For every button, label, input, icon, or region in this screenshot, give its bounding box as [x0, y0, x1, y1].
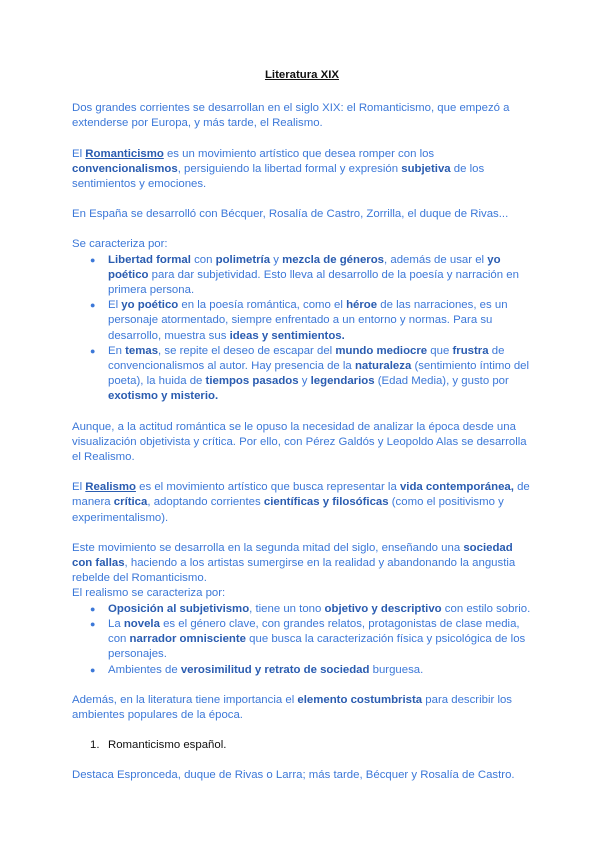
section-list	[72, 738, 532, 753]
section-heading: 1. Romanticismo español.	[108, 738, 532, 753]
list-item: ● En temas, se repite el deseo de escapar del mundo mediocre que frustra de convencionalismos al autor. Hay presencia de la naturaleza (sentimiento íntimo del poeta), la huida de tiempos pasados y legendarios (Edad Media), y gusto por exotismo y misterio.	[108, 344, 532, 405]
list-item: ● El yo poético en la poesía romántica, como el héroe de las narraciones, es un personaje atormentado, siempre enfrentado a un entorno y normas. Para su desarrollo, muestra sus ideas y sentimientos.	[108, 298, 532, 344]
romanticismo-list	[72, 253, 532, 405]
espana-paragraph: En España se desarrolló con Bécquer, Rosalía de Castro, Zorrilla, el duque de Rivas...	[72, 208, 509, 221]
list-item: ● La novela es el género clave, con grandes relatos, protagonistas de clase media, con narrador omnisciente que busca la caracterización física y psicológica de los personajes.	[108, 617, 532, 663]
destaca-paragraph: Destaca Espronceda, duque de Rivas o Larra; más tarde, Bécquer y Rosalía de Castro.	[72, 769, 515, 782]
caracteriza-heading: Se caracteriza por:	[72, 238, 168, 251]
list-item: ● Ambientes de verosimilitud y retrato de sociedad burguesa.	[108, 663, 532, 678]
section-number: 1.	[90, 739, 100, 752]
movimiento-paragraph: Este movimiento se desarrolla en la segunda mitad del siglo, enseñando una sociedad con fallas, haciendo a los artistas sumergirse en la realidad y abandonando la angustia rebelde del Romanticismo.	[72, 541, 516, 585]
list-item: ● Libertad formal con polimetría y mezcla de géneros, además de usar el yo poético para dar subjetividad. Esto lleva al desarrollo de la poesía y narración en primera persona.	[108, 253, 532, 299]
costumbrista-paragraph: Además, en la literatura tiene importancia el elemento costumbrista para describir los ambientes populares de la época.	[72, 693, 513, 721]
realismo-heading: El realismo se caracteriza por:	[72, 587, 226, 600]
document-page	[72, 68, 532, 784]
list-item: ● Oposición al subjetivismo, tiene un tono objetivo y descriptivo con estilo sobrio.	[108, 602, 532, 617]
page-title: Literatura XIX	[264, 69, 340, 81]
intro-paragraph: Dos grandes corrientes se desarrollan en el siglo XIX: el Romanticismo, que empezó a extenderse por Europa, y más tarde, el Realismo.	[72, 102, 510, 130]
realismo-definition: El Realismo es el movimiento artístico que busca representar la vida contemporánea, de manera crítica, adoptando corrientes científicas y filosóficas (como el positivismo y experimentalismo).	[72, 481, 530, 524]
aunque-paragraph: Aunque, a la actitud romántica se le opuso la necesidad de analizar la época desde una visualización objetivista y crítica. Por ello, con Pérez Galdós y Leopoldo Alas se desarrolla el Realismo.	[72, 420, 527, 464]
realismo-list	[72, 602, 532, 678]
romanticismo-definition: El Romanticismo es un movimiento artístico que desea romper con los convencionalismos, persiguiendo la libertad formal y expresión subjetiva de los sentimientos y emociones.	[72, 147, 485, 191]
